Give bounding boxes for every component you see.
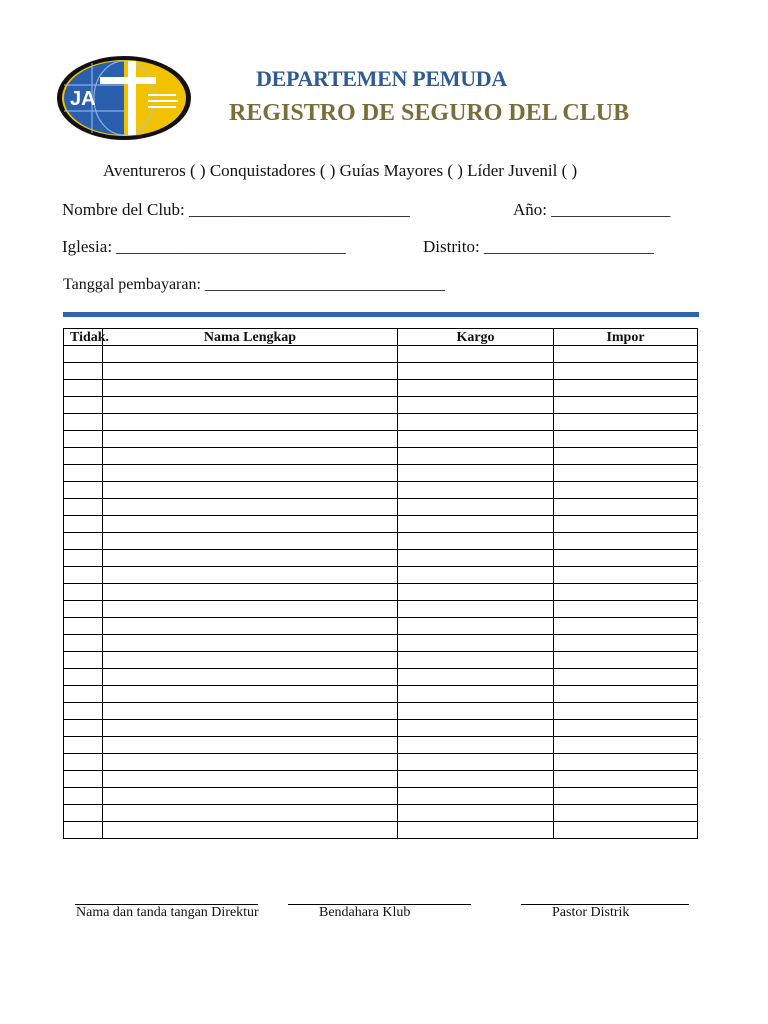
- table-row: [64, 482, 698, 499]
- cell-number[interactable]: [64, 635, 103, 652]
- cell-full-name[interactable]: [103, 584, 398, 601]
- cell-position[interactable]: [398, 652, 554, 669]
- roster-body: [64, 346, 698, 839]
- cell-amount[interactable]: [554, 533, 698, 550]
- signature-label-treasurer: Bendahara Klub: [319, 905, 411, 920]
- table-row: [64, 448, 698, 465]
- cell-full-name[interactable]: [103, 397, 398, 414]
- club-name-field[interactable]: Nombre del Club: __________________________: [62, 200, 411, 219]
- cell-amount[interactable]: [554, 584, 698, 601]
- cell-full-name[interactable]: [103, 346, 398, 363]
- cell-full-name[interactable]: [103, 652, 398, 669]
- signature-label-pastor: Pastor Distrik: [552, 905, 630, 920]
- cell-full-name[interactable]: [103, 737, 398, 754]
- cell-number[interactable]: [64, 652, 103, 669]
- table-row: [64, 414, 698, 431]
- col-header-number: Tidak.: [64, 329, 103, 346]
- cell-full-name[interactable]: [103, 499, 398, 516]
- cell-position[interactable]: [398, 533, 554, 550]
- table-row: [64, 635, 698, 652]
- table-row: [64, 686, 698, 703]
- cell-position[interactable]: [398, 754, 554, 771]
- cell-number[interactable]: [64, 822, 103, 839]
- signature-label-director: Nama dan tanda tangan Direktur: [76, 905, 259, 920]
- church-field[interactable]: Iglesia: ___________________________: [62, 237, 346, 256]
- cell-amount[interactable]: [554, 788, 698, 805]
- cell-full-name[interactable]: [103, 431, 398, 448]
- table-row: [64, 601, 698, 618]
- cell-position[interactable]: [398, 703, 554, 720]
- table-row: [64, 516, 698, 533]
- cell-position[interactable]: [398, 499, 554, 516]
- cell-position[interactable]: [398, 669, 554, 686]
- cell-number[interactable]: [64, 414, 103, 431]
- cell-full-name[interactable]: [103, 805, 398, 822]
- table-row: [64, 652, 698, 669]
- insurance-roster-table: [63, 328, 698, 839]
- cell-number[interactable]: [64, 720, 103, 737]
- table-row: [64, 771, 698, 788]
- table-row: [64, 737, 698, 754]
- cell-amount[interactable]: [554, 737, 698, 754]
- cell-full-name[interactable]: [103, 380, 398, 397]
- cell-number[interactable]: [64, 686, 103, 703]
- cell-amount[interactable]: [554, 414, 698, 431]
- cell-full-name[interactable]: [103, 465, 398, 482]
- cell-number[interactable]: [64, 771, 103, 788]
- cell-position[interactable]: [398, 431, 554, 448]
- divider-rule: [63, 312, 699, 317]
- table-row: [64, 499, 698, 516]
- cell-number[interactable]: [64, 618, 103, 635]
- cell-position[interactable]: [398, 516, 554, 533]
- club-type-options[interactable]: Aventureros ( ) Conquistadores ( ) Guías Mayores ( ) Líder Juvenil ( ): [103, 161, 578, 180]
- cell-full-name[interactable]: [103, 822, 398, 839]
- cell-number[interactable]: [64, 499, 103, 516]
- cell-number[interactable]: [64, 669, 103, 686]
- cell-number[interactable]: [64, 516, 103, 533]
- cell-full-name[interactable]: [103, 550, 398, 567]
- cell-position[interactable]: [398, 618, 554, 635]
- table-row: [64, 346, 698, 363]
- cell-number[interactable]: [64, 397, 103, 414]
- cell-full-name[interactable]: [103, 567, 398, 584]
- table-row: [64, 669, 698, 686]
- cell-amount[interactable]: [554, 635, 698, 652]
- cell-full-name[interactable]: [103, 669, 398, 686]
- cell-full-name[interactable]: [103, 771, 398, 788]
- cell-amount[interactable]: [554, 465, 698, 482]
- table-row: [64, 805, 698, 822]
- table-row: [64, 720, 698, 737]
- cell-number[interactable]: [64, 346, 103, 363]
- year-field[interactable]: Año: ______________: [513, 200, 671, 219]
- cell-full-name[interactable]: [103, 601, 398, 618]
- cell-number[interactable]: [64, 448, 103, 465]
- cell-amount[interactable]: [554, 669, 698, 686]
- col-header-position: Kargo: [398, 329, 554, 346]
- table-row: [64, 431, 698, 448]
- table-row: [64, 584, 698, 601]
- cell-position[interactable]: [398, 601, 554, 618]
- cell-amount[interactable]: [554, 686, 698, 703]
- cell-full-name[interactable]: [103, 618, 398, 635]
- cell-amount[interactable]: [554, 346, 698, 363]
- cell-amount[interactable]: [554, 618, 698, 635]
- cell-full-name[interactable]: [103, 482, 398, 499]
- cell-number[interactable]: [64, 533, 103, 550]
- cell-full-name[interactable]: [103, 414, 398, 431]
- cell-amount[interactable]: [554, 771, 698, 788]
- cell-position[interactable]: [398, 414, 554, 431]
- table-row: [64, 567, 698, 584]
- cell-amount[interactable]: [554, 567, 698, 584]
- cell-position[interactable]: [398, 346, 554, 363]
- district-field[interactable]: Distrito: ____________________: [423, 237, 654, 256]
- cell-full-name[interactable]: [103, 754, 398, 771]
- cell-full-name[interactable]: [103, 363, 398, 380]
- cell-position[interactable]: [398, 550, 554, 567]
- cell-amount[interactable]: [554, 754, 698, 771]
- cell-full-name[interactable]: [103, 686, 398, 703]
- cell-number[interactable]: [64, 584, 103, 601]
- cell-number[interactable]: [64, 465, 103, 482]
- cell-number[interactable]: [64, 703, 103, 720]
- table-row: [64, 363, 698, 380]
- cell-position[interactable]: [398, 822, 554, 839]
- table-header-row: [64, 329, 698, 346]
- cell-amount[interactable]: [554, 397, 698, 414]
- cell-position[interactable]: [398, 788, 554, 805]
- cell-position[interactable]: [398, 635, 554, 652]
- table-row: [64, 822, 698, 839]
- cell-amount[interactable]: [554, 703, 698, 720]
- cell-amount[interactable]: [554, 482, 698, 499]
- table-row: [64, 788, 698, 805]
- table-row: [64, 397, 698, 414]
- cell-position[interactable]: [398, 482, 554, 499]
- col-header-full-name: Nama Lengkap: [103, 329, 398, 346]
- cell-amount[interactable]: [554, 550, 698, 567]
- cell-full-name[interactable]: [103, 533, 398, 550]
- table-row: [64, 550, 698, 567]
- cell-amount[interactable]: [554, 652, 698, 669]
- cell-full-name[interactable]: [103, 720, 398, 737]
- cell-amount[interactable]: [554, 720, 698, 737]
- cell-number[interactable]: [64, 550, 103, 567]
- cell-number[interactable]: [64, 567, 103, 584]
- cell-number[interactable]: [64, 754, 103, 771]
- cell-amount[interactable]: [554, 499, 698, 516]
- cell-full-name[interactable]: [103, 703, 398, 720]
- table-row: [64, 703, 698, 720]
- cell-number[interactable]: [64, 737, 103, 754]
- cell-number[interactable]: [64, 363, 103, 380]
- cell-position[interactable]: [398, 448, 554, 465]
- cell-full-name[interactable]: [103, 516, 398, 533]
- cell-amount[interactable]: [554, 363, 698, 380]
- cell-number[interactable]: [64, 482, 103, 499]
- cell-amount[interactable]: [554, 516, 698, 533]
- cell-position[interactable]: [398, 805, 554, 822]
- cell-position[interactable]: [398, 465, 554, 482]
- cell-position[interactable]: [398, 771, 554, 788]
- cell-full-name[interactable]: [103, 788, 398, 805]
- cell-position[interactable]: [398, 720, 554, 737]
- cell-number[interactable]: [64, 805, 103, 822]
- table-row: [64, 533, 698, 550]
- cell-amount[interactable]: [554, 822, 698, 839]
- cell-position[interactable]: [398, 686, 554, 703]
- ja-logo: [56, 55, 192, 141]
- cell-amount[interactable]: [554, 601, 698, 618]
- cell-number[interactable]: [64, 601, 103, 618]
- cell-number[interactable]: [64, 788, 103, 805]
- cell-full-name[interactable]: [103, 635, 398, 652]
- cell-amount[interactable]: [554, 805, 698, 822]
- cell-position[interactable]: [398, 380, 554, 397]
- payment-date-field[interactable]: Tanggal pembayaran: ______________________________: [63, 276, 445, 293]
- cell-amount[interactable]: [554, 448, 698, 465]
- cell-number[interactable]: [64, 380, 103, 397]
- cell-position[interactable]: [398, 737, 554, 754]
- logo-text: JA: [70, 88, 96, 110]
- cell-amount[interactable]: [554, 380, 698, 397]
- table-row: [64, 618, 698, 635]
- table-row: [64, 380, 698, 397]
- cell-position[interactable]: [398, 584, 554, 601]
- cell-position[interactable]: [398, 363, 554, 380]
- cell-amount[interactable]: [554, 431, 698, 448]
- table-row: [64, 465, 698, 482]
- table-row: [64, 754, 698, 771]
- department-title: DEPARTEMEN PEMUDA: [256, 66, 507, 91]
- form-title: REGISTRO DE SEGURO DEL CLUB: [229, 100, 630, 126]
- col-header-amount: Impor: [554, 329, 698, 346]
- cell-position[interactable]: [398, 567, 554, 584]
- cell-position[interactable]: [398, 397, 554, 414]
- cell-full-name[interactable]: [103, 448, 398, 465]
- cell-number[interactable]: [64, 431, 103, 448]
